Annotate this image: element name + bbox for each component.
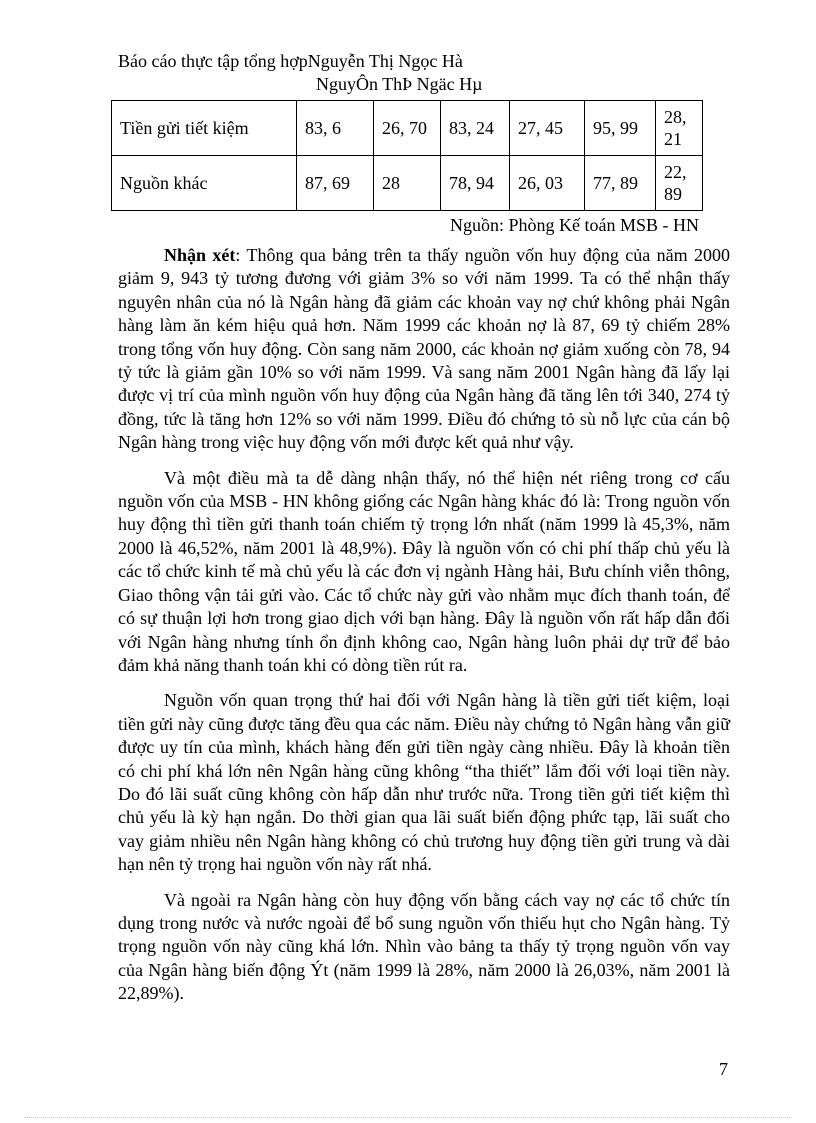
table-row [112,101,703,156]
cell-line: 28, [664,107,687,127]
row-label: Tiền gửi tiết kiệm [112,101,297,156]
remarks-heading: Nhận xét [164,245,236,265]
paragraph: Và ngoài ra Ngân hàng còn huy động vốn bằng cách vay nợ các tổ chức tín dụng trong nước và nước ngoài để bổ sung nguồn vốn thiếu hụt cho Ngân hàng. Tỷ trọng nguồn vốn này cũng khá lớn. Nhìn vào bảng ta thấy tỷ trọng nguồn vốn vay của Ngân hàng biến động Ýt (năm 1999 là 28%, năm 2000 là 26,03%, năm 2001 là 22,89%). [118,889,730,1004]
table-cell [656,156,703,211]
table-row [112,156,703,211]
table-cell: 87, 69 [297,156,374,211]
paragraph: Nguồn vốn quan trọng thứ hai đối với Ngân hàng là tiền gửi tiết kiệm, loại tiền gửi này cũng được tăng đều qua các năm. Điều này chứng tỏ Ngân hàng vẫn giữ được uy tín của mình, khách hàng đến gửi tiền ngày càng nhiều. Đây là khoản tiền có chi phí khá lớn nên Ngân hàng cũng không “tha thiết” lắm đối với loại tiền này. Do đó lãi suất cũng không còn hấp dẫn như trước nữa. Trong tiền gửi tiết kiệm thì chủ yếu là kỳ hạn ngắn. Do thời gian qua lãi suất biến động phức tạp, lãi suất cho vay giảm nhiều nên Ngân hàng không có chủ trương huy động tiền gửi trung và dài hạn nên tỷ trọng hai nguồn vốn này rất nhá. [118,690,730,875]
table-cell: 83, 6 [297,101,374,156]
page-number: 7 [719,1059,728,1079]
body-text [118,244,730,1006]
cell-line: 89 [664,184,682,204]
table-cell: 78, 94 [441,156,510,211]
table-source: Nguồn: Phòng Kế toán MSB - HN [450,215,700,235]
remarks-text: : Thông qua bảng trên ta thấy nguồn vốn huy động của năm 2000 giảm 9, 943 tỷ tương đương với giảm 3% so với năm 1999. Ta có thể nhận thấy nguyên nhân của nó là Ngân hàng đã giảm các khoản vay nợ chứ không phải Ngân hàng làm ăn kém hiệu quả hơn. Năm 1999 các khoản nợ là 87, 69 tỷ chiếm 28% trong tổng vốn huy động. Còn sang năm 2000, các khoản nợ giảm xuống còn 78, 94 tỷ tức là giảm gần 10% so với năm 1999. Và sang năm 2001 Ngân hàng đã lấy lại được vị trí của mình nguồn vốn huy động của Ngân hàng đã tăng lên tới 340, 274 tỷ đồng, tức là tăng hơn 12% so với năm 1999. Điều đó chứng tỏ sù nỗ lực của cán bộ Ngân hàng trong việc huy động vốn mới được kết quả như vậy. [118,245,730,453]
header-title: Báo cáo thực tập tổng hợpNguyễn Thị Ngọc Hà [118,51,463,71]
table-cell: 27, 45 [510,101,585,156]
row-label: Nguồn khác [112,156,297,211]
table-cell: 77, 89 [585,156,656,211]
table-cell [656,101,703,156]
table-cell: 26, 70 [374,101,441,156]
cell-line: 22, [664,162,687,182]
paragraph-remarks [118,244,730,455]
capital-table [111,100,703,211]
paragraph: Và một điều mà ta dễ dàng nhận thấy, nó thể hiện nét riêng trong cơ cấu nguồn vốn của MSB - HN không giống các Ngân hàng khác đó là: Trong nguồn vốn huy động thì tiền gửi thanh toán chiếm tỷ trọng lớn nhất (năm 1999 là 45,3%, năm 2000 là 46,52%, năm 2001 là 48,9%). Đây là nguồn vốn có chi phí thấp chủ yếu là các tổ chức kinh tế mà chủ yếu là các đơn vị ngành Hàng hải, Bưu chính viễn thông, Giao thông vận tải gửi vào. Các tổ chức này gửi vào nhằm mục đích thanh toán, để có sự thuận lợi hơn trong giao dịch với bạn hàng. Đây là nguồn vốn rất hấp dẫn đối với Ngân hàng nhưng tính ổn định không cao, Ngân hàng luôn phải dự trữ để bảo đảm khả năng thanh toán khi có dòng tiền rút ra. [118,467,730,675]
table-cell: 83, 24 [441,101,510,156]
table-cell: 26, 03 [510,156,585,211]
table-cell: 28 [374,156,441,211]
header-author: NguyÔn ThÞ Ngäc Hµ [316,74,483,94]
page-bottom-divider [24,1117,792,1118]
cell-line: 21 [664,129,682,149]
table-cell: 95, 99 [585,101,656,156]
